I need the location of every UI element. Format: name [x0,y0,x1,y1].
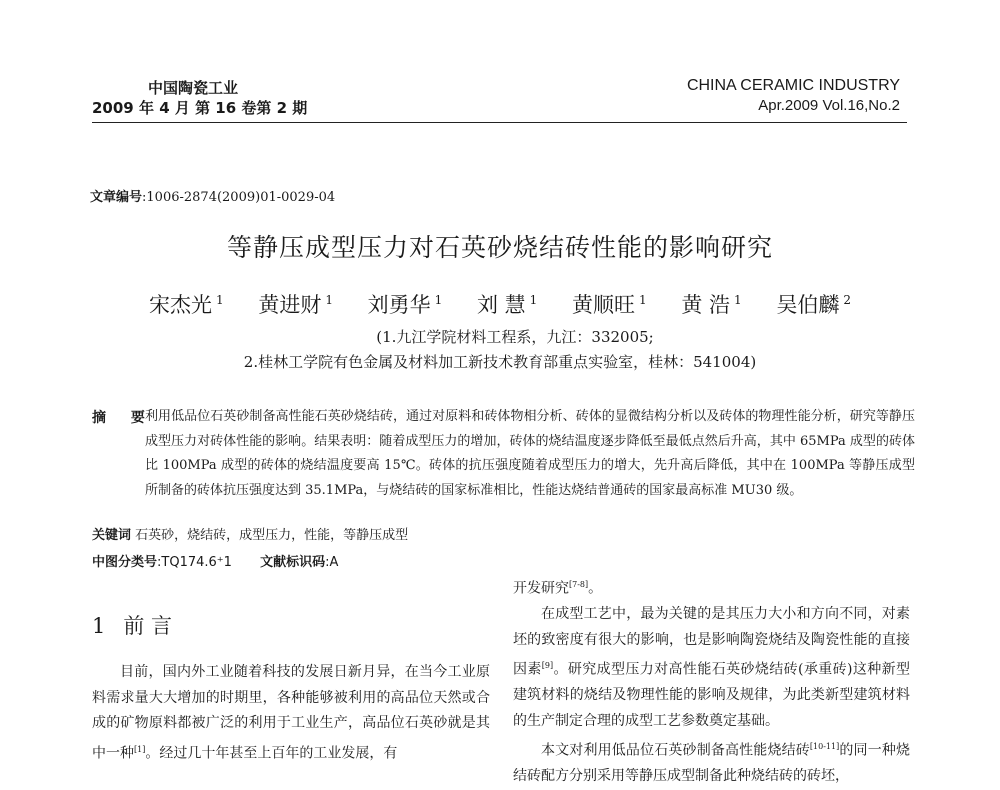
section-heading [92,610,172,640]
classification-value: TQ174.6⁺1 [161,555,232,570]
affiliation-2: 2.桂林工学院有色金属及材料加工新技术教育部重点实验室，桂林：541004) [243,353,757,371]
article-number-value: 1006-2874(2009)01-0029-04 [146,190,336,205]
right-column [513,572,910,790]
paper-title: 等静压成型压力对石英砂烧结砖性能的影响研究 [226,233,773,262]
author: 刘 慧 $^1$ [476,293,538,317]
article-number-label: 文章编号 [90,190,143,205]
author: 黄 浩 $^1$ [681,293,742,317]
paragraph: 在成型工艺中，最为关键的是其压力大小和方向不同，对素坯的致密度有很大的影响，也是影响陶瓷烧结及陶瓷性能的直接因素[9]。研究成型压力对高性能石英砂烧结砖(承重砖)这种新型建筑材料的烧结及物理性能的影响及规律，为此类新型建筑材料的生产制定合理的成型工艺参数奠定基础。 [513,606,910,729]
paragraph: 开发研究[7-8]。 [513,580,603,597]
issue-info-cn: 2009 年 4 月 第 16 卷第 2 期 [92,99,308,117]
paragraph: 本文对利用低品位石英砂制备高性能烧结砖[10-11]的同一种烧结砖配方分别采用等静压成型制备此种烧结砖的砖坯， [513,742,911,785]
author: 宋杰光 $^1$ [149,293,224,317]
issue-info-en: Apr.2009 Vol.16,No.2 [758,97,900,114]
keywords-label: 关键词 [92,528,132,543]
author: 黄进财 $^1$ [258,293,333,317]
classification-label: 中图分类号 [92,555,158,570]
citation: [9] [541,661,554,671]
article-number: 文章编号:1006-2874(2009)01-0029-04 [90,190,336,205]
abstract-label: 摘 要 [92,410,155,426]
author: 吴伯麟 $^2$ [776,293,851,317]
section-title: 前 言 [123,614,173,638]
abstract-text: 利用低品位石英砂制备高性能石英砂烧结砖，通过对原料和砖体物相分析、砖体的显微结构分析以及砖体的物理性能分析，研究等静压成型压力对砖体性能的影响。结果表明：随着成型压力的增加，砖体的烧结温度逐步降低至最低点然后升高，其中 65MPa 成型的砖体比 100MPa 成型的砖体的烧结温度要高 15℃。砖体的抗压强度随着成型压力的增大，先升高后降低，其中在 100MPa 等静压成型所制备的砖体抗压强度达到 35.1MPa，与烧结砖的国家标准相比，性能达烧结普通砖的国家最高标准 MU30 级。 [145,409,915,498]
affiliation-1: (1.九江学院材料工程系，九江：332005; [376,328,654,346]
journal-name-cn: 中国陶瓷工业 [148,79,239,97]
classification: 中图分类号:TQ174.6⁺1 文献标识码:A [92,555,339,570]
citation: [7-8] [569,580,589,589]
document-code-label: 文献标识码 [260,555,326,570]
citation: [10-11] [809,742,840,752]
author-list [0,289,1000,319]
keywords [92,524,408,543]
keywords-text: 石英砂，烧结砖，成型压力，性能，等静压成型 [135,528,409,543]
section-number: 1 [92,614,106,638]
author: 刘勇华 $^1$ [367,293,443,317]
paragraph: 目前，国内外工业随着科技的发展日新月异，在当今工业原料需求量大大增加的时期里，各种能够被利用的高品位天然或合成的矿物原料都被广泛的利用于工业生产，高品位石英砂就是其中一种[1]。经过几十年甚至上百年的工业发展，有 [92,664,490,762]
journal-name-en: CHINA CERAMIC INDUSTRY [686,77,900,94]
author: 黄顺旺 $^1$ [572,293,647,317]
document-code-value: A [329,555,339,570]
header-rule [92,122,907,123]
citation: [1] [134,744,146,754]
left-column [92,660,490,767]
